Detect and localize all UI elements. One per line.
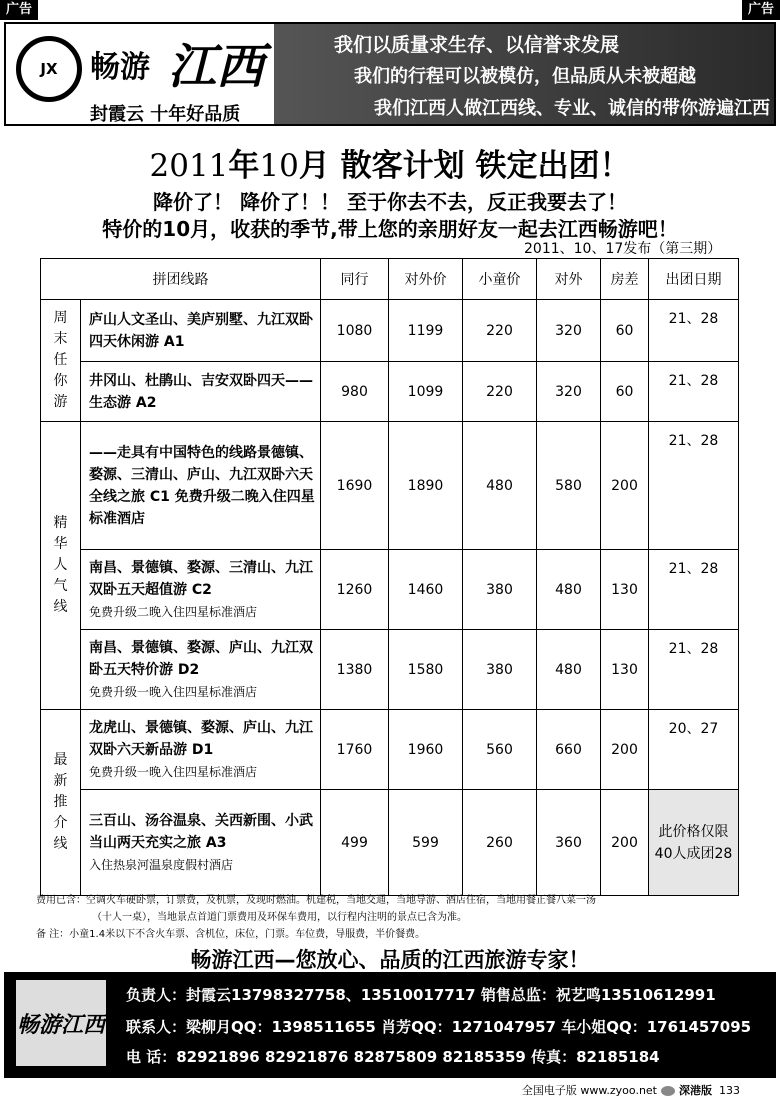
fee-notes xyxy=(36,892,756,943)
ad-label-left: 广告 xyxy=(0,0,38,20)
category-label: 精华人气线 xyxy=(53,515,68,615)
departure-dates: 21、28 xyxy=(649,362,739,422)
fee-line-1: 费用已含：空调火车硬卧票，订票费，及机票，及现时燃油。机建税，当地交通，当地导游、酒店住宿，当地用餐正餐八菜一汤 xyxy=(36,895,596,906)
header-public: 对外价 xyxy=(389,259,463,300)
contact-line-3: 电 话：82921896 82921876 82875809 82185359 传真：82185184 xyxy=(126,1048,660,1066)
publish-date: 2011、10、17发布（第三期） xyxy=(524,241,722,257)
brand-script: 江西 xyxy=(168,39,265,95)
public-price: 1460 xyxy=(389,550,463,630)
peer-price: 1380 xyxy=(321,630,389,710)
routes-table xyxy=(40,258,739,896)
subtitle-1: 降价了！ 降价了！！ 至于你去不去，反正我要去了！ xyxy=(153,190,627,214)
public-price: 1099 xyxy=(389,362,463,422)
header-peer: 同行 xyxy=(321,259,389,300)
route-cell xyxy=(81,362,321,422)
brand-tagline: 封霞云 十年好品质 xyxy=(90,104,241,125)
public-price: 1960 xyxy=(389,710,463,790)
header-child: 小童价 xyxy=(463,259,537,300)
child-price: 220 xyxy=(463,300,537,362)
route-cell xyxy=(81,630,321,710)
route-note: 入住热泉河温泉度假村酒店 xyxy=(89,857,234,872)
departure-dates: 21、28 xyxy=(649,300,739,362)
child-public-price: 480 xyxy=(537,630,601,710)
room-diff: 200 xyxy=(601,790,649,896)
logo-icon: JX xyxy=(16,36,82,102)
room-diff: 60 xyxy=(601,362,649,422)
peer-price: 1080 xyxy=(321,300,389,362)
peer-price: 980 xyxy=(321,362,389,422)
banner-line-3: 我们江西人做江西线、专业、诚信的带你游遍江西 xyxy=(374,98,770,119)
route-cell xyxy=(81,300,321,362)
route-name: 龙虎山、景德镇、婺源、庐山、九江双卧六天新品游 D1 xyxy=(89,719,313,758)
calligraphy-logo: 畅游江西 xyxy=(16,980,106,1066)
contact-panel xyxy=(4,972,776,1078)
route-cell xyxy=(81,550,321,630)
public-price: 1580 xyxy=(389,630,463,710)
category-weekend xyxy=(41,300,81,422)
route-name: 庐山人文圣山、美庐别墅、九江双卧四天休闲游 A1 xyxy=(89,311,313,350)
room-diff: 200 xyxy=(601,422,649,550)
route-note: 免费升级一晚入住四星标准酒店 xyxy=(89,684,258,699)
child-price: 480 xyxy=(463,422,537,550)
peer-price: 1260 xyxy=(321,550,389,630)
room-diff: 200 xyxy=(601,710,649,790)
child-public-price: 320 xyxy=(537,300,601,362)
room-diff: 60 xyxy=(601,300,649,362)
child-public-price: 480 xyxy=(537,550,601,630)
contact-line-2: 联系人：梁柳月QQ：1398511655 肖芳QQ：1271047957 车小姐QQ：1761457095 xyxy=(126,1018,752,1036)
table-row xyxy=(41,630,739,710)
brand-name: 畅游 xyxy=(90,50,150,85)
category-new xyxy=(41,710,81,896)
child-price: 220 xyxy=(463,362,537,422)
public-price: 599 xyxy=(389,790,463,896)
table-row xyxy=(41,362,739,422)
departure-dates: 21、28 xyxy=(649,422,739,550)
route-note: 免费升级一晚入住四星标准酒店 xyxy=(89,764,258,779)
table-row xyxy=(41,710,739,790)
route-name: 南昌、景德镇、婺源、庐山、九江双卧五天特价游 D2 xyxy=(89,639,313,678)
header-room: 房差 xyxy=(601,259,649,300)
category-label: 最新推介线 xyxy=(53,752,68,852)
route-name: 井冈山、杜鹃山、吉安双卧四天——生态游 A2 xyxy=(89,372,313,411)
public-price: 1890 xyxy=(389,422,463,550)
departure-dates: 21、28 xyxy=(649,630,739,710)
room-diff: 130 xyxy=(601,550,649,630)
child-public-price: 660 xyxy=(537,710,601,790)
route-cell xyxy=(81,710,321,790)
header-dates: 出团日期 xyxy=(649,259,739,300)
public-price: 1199 xyxy=(389,300,463,362)
header-banner xyxy=(4,22,776,126)
departure-dates: 21、28 xyxy=(649,550,739,630)
category-label: 周末任你游 xyxy=(53,310,68,410)
subtitle-2: 特价的10月，收获的季节,带上您的亲朋好友一起去江西畅游吧！ xyxy=(102,217,678,241)
child-public-price: 320 xyxy=(537,362,601,422)
footer-edition: 全国电子版 www.zyoo.net xyxy=(521,1084,657,1097)
banner-line-2: 我们的行程可以被模仿，但品质从未被超越 xyxy=(354,66,696,87)
table-row xyxy=(41,422,739,550)
table-row xyxy=(41,550,739,630)
slogan: 畅游江西—您放心、品质的江西旅游专家！ xyxy=(190,948,590,972)
peer-price: 1760 xyxy=(321,710,389,790)
child-public-price: 580 xyxy=(537,422,601,550)
child-price: 560 xyxy=(463,710,537,790)
footer-page-number: 133 xyxy=(719,1084,740,1097)
table-row xyxy=(41,790,739,896)
banner-slogans xyxy=(274,24,774,124)
contact-line-1: 负责人：封霞云13798327758、13510017717 销售总监：祝艺鸣13510612991 xyxy=(126,986,716,1004)
child-price: 380 xyxy=(463,630,537,710)
child-public-price: 360 xyxy=(537,790,601,896)
title-month: 10 xyxy=(259,148,299,184)
route-note: 免费升级二晚入住四星标准酒店 xyxy=(89,604,258,619)
page-footer xyxy=(522,1082,740,1098)
title-part-1: 年 xyxy=(228,148,260,184)
route-cell xyxy=(81,422,321,550)
header-child-public: 对外 xyxy=(537,259,601,300)
page-title xyxy=(0,140,780,185)
peer-price: 1690 xyxy=(321,422,389,550)
ad-label-right: 广告 xyxy=(742,0,780,20)
route-name: 三百山、汤谷温泉、关西新围、小武当山两天充实之旅 A3 xyxy=(89,812,313,851)
footer-logo-icon xyxy=(661,1086,675,1096)
table-row xyxy=(41,300,739,362)
table-header-row xyxy=(41,259,739,300)
departure-dates: 20、27 xyxy=(649,710,739,790)
title-part-2: 月 散客计划 铁定出团！ xyxy=(298,148,631,184)
banner-line-1: 我们以质量求生存、以信誉求发展 xyxy=(334,34,620,56)
route-cell xyxy=(81,790,321,896)
child-price: 260 xyxy=(463,790,537,896)
fee-line-3: 备 注：小童1.4米以下不含火车票、含机位，床位，门票。车位费，导服费，半价餐费。 xyxy=(36,929,426,940)
peer-price: 499 xyxy=(321,790,389,896)
route-name: ——走具有中国特色的线路景德镇、婺源、三清山、庐山、九江双卧六天全线之旅 C1 免费升级二晚入住四星标准酒店 xyxy=(89,444,315,527)
header-route: 拼团线路 xyxy=(41,259,321,300)
category-popular xyxy=(41,422,81,710)
title-year: 2011 xyxy=(149,148,229,184)
footer-region: 深港版 xyxy=(679,1084,712,1097)
child-price: 380 xyxy=(463,550,537,630)
fee-line-2: （十人一桌），当地景点首道门票费用及环保车费用，以行程内注明的景点已含为准。 xyxy=(92,912,467,923)
group-price-note: 此价格仅限40人成团28 xyxy=(649,790,739,896)
room-diff: 130 xyxy=(601,630,649,710)
route-name: 南昌、景德镇、婺源、三清山、九江双卧五天超值游 C2 xyxy=(89,559,313,598)
brand-block xyxy=(6,24,274,124)
